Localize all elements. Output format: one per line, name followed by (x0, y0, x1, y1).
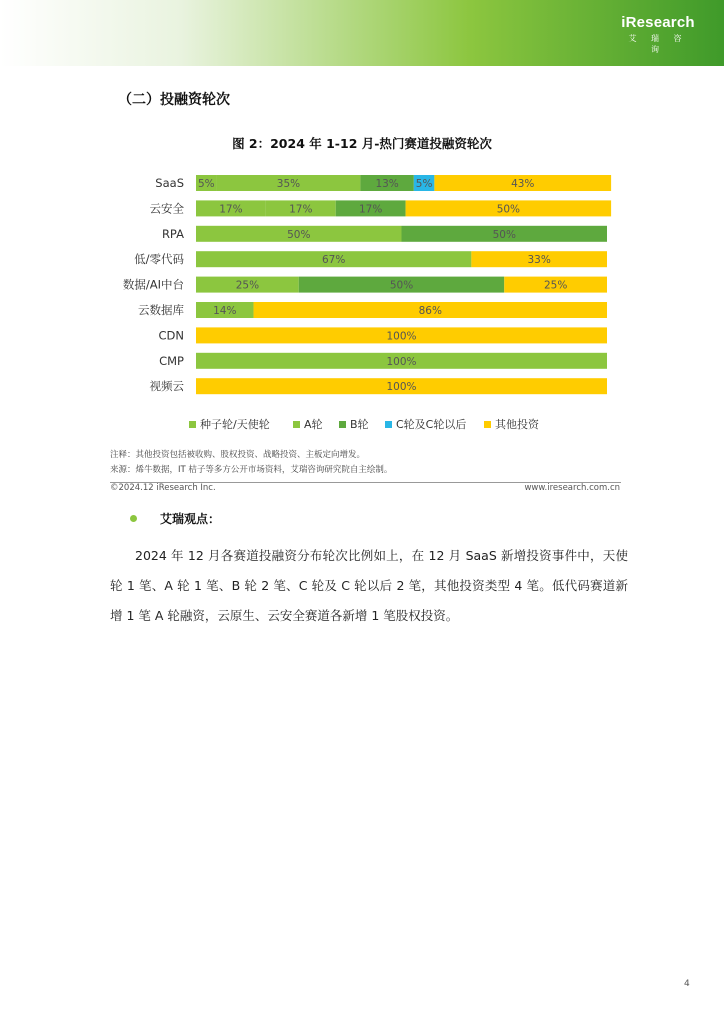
note-text: 注释：其他投资包括被收购、股权投资、战略投资、主板定向增发。 (110, 450, 366, 460)
data-label: 17% (219, 203, 243, 216)
data-label: 50% (287, 228, 311, 241)
legend-label: 其他投资 (495, 418, 539, 431)
stacked-bar-chart (0, 0, 724, 440)
data-label: 50% (492, 228, 516, 241)
category-label: 视频云 (149, 379, 184, 394)
legend-label: A轮 (304, 418, 323, 431)
category-label: 数据/AI中台 (122, 277, 184, 292)
category-label: RPA (161, 226, 184, 241)
data-label: 33% (527, 254, 551, 267)
legend-swatch (189, 421, 196, 428)
data-label: 86% (418, 305, 442, 317)
data-label: 100% (386, 330, 417, 343)
category-label: 云安全 (149, 201, 184, 216)
data-label: 25% (235, 279, 260, 292)
legend-label: C轮及C轮以后 (396, 418, 467, 431)
legend-swatch (484, 421, 491, 428)
figure-title: 图 2：2024 年 1-12 月-热门赛道投融资轮次 (232, 136, 492, 151)
data-label: 25% (543, 279, 568, 292)
data-label: 43% (511, 178, 535, 190)
section-title: （二）投融资轮次 (118, 92, 230, 108)
data-label: 14% (213, 305, 237, 317)
data-label: 50% (389, 279, 414, 292)
data-label: 100% (386, 381, 417, 394)
logo-text: iResearch (621, 14, 695, 31)
copyright-text: ©2024.12 iResearch Inc. (110, 483, 216, 493)
legend-swatch (339, 421, 346, 428)
data-label: 50% (496, 203, 521, 216)
opinion-paragraph: 2024 年 12 月各赛道投融资分布轮次比例如上，在 12 月 SaaS 新增投资事件中，天使轮 1 笔、A 轮 1 笔、B 轮 2 笔、C 轮及 C 轮以后 2 笔，其他投资类型 4 笔。低代码赛道新增 1 笔 A 轮融资，云原生、云安全赛道各新增 1 笔股权投资。 (110, 548, 628, 623)
data-label: 17% (289, 203, 313, 216)
legend-label: 种子轮/天使轮 (200, 418, 270, 431)
data-label: 5% (415, 178, 433, 190)
data-label: 67% (322, 254, 346, 267)
bullet-dot-icon (130, 515, 137, 522)
source-text: 来源：烯牛数据，IT 桔子等多方公开市场资料，艾瑞咨询研究院自主绘制。 (110, 465, 393, 475)
legend-swatch (293, 421, 300, 428)
data-label: 100% (386, 355, 417, 368)
data-label: 35% (276, 178, 301, 190)
data-label: 13% (375, 178, 399, 190)
data-label: 17% (359, 203, 383, 216)
data-label: 5% (197, 178, 215, 190)
category-label: 低/零代码 (134, 252, 184, 267)
category-label: 云数据库 (138, 303, 184, 317)
page-number: 4 (684, 979, 690, 989)
legend-swatch (385, 421, 392, 428)
chart-notes (110, 448, 392, 478)
logo-subtitle: 艾 瑞 咨 询 (628, 34, 688, 54)
opinion-title: 艾瑞观点： (160, 512, 221, 526)
category-label: CMP (159, 353, 184, 368)
website-text: www.iresearch.com.cn (524, 483, 620, 493)
category-label: SaaS (155, 176, 184, 190)
category-label: CDN (158, 328, 184, 343)
legend-label: B轮 (350, 418, 369, 431)
